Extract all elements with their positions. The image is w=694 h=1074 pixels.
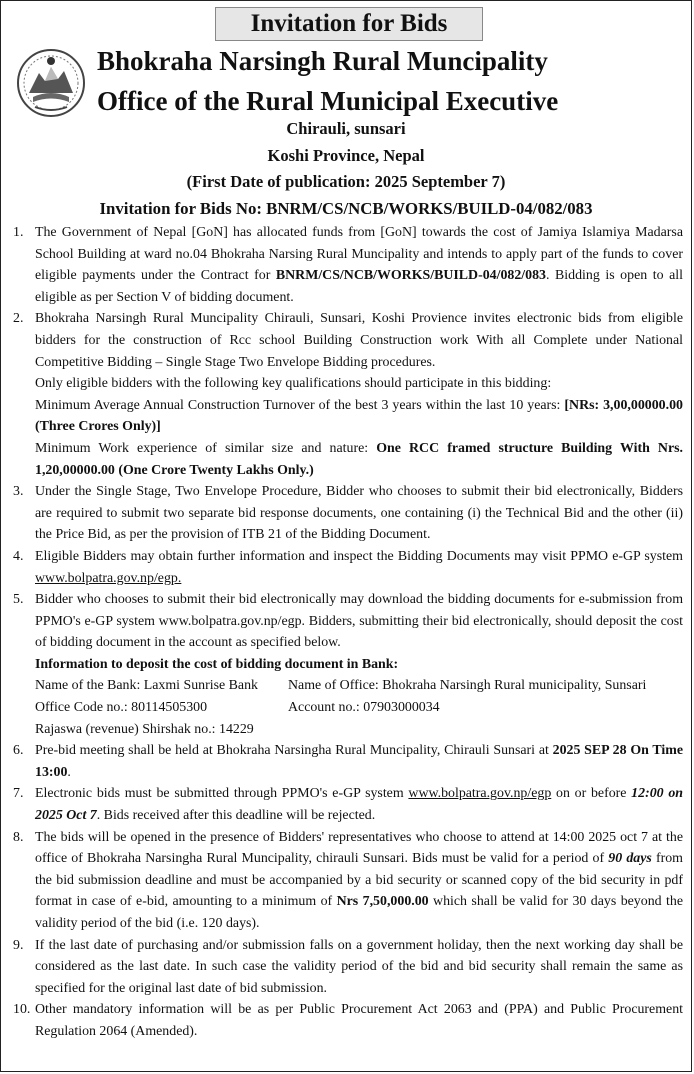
item-number: 6.: [13, 743, 24, 759]
office-name-field: Name of Office: Bhokraha Narsingh Rural municipality, Sunsari: [288, 678, 647, 694]
item-text: Electronic bids must be submitted through PPMO's e-GP system: [35, 786, 409, 802]
qualification-experience: [35, 438, 683, 481]
list-item: [13, 783, 683, 826]
list-item: [13, 740, 683, 783]
qualification-turnover: [35, 395, 683, 438]
list-item: [13, 308, 683, 481]
list-item: [13, 222, 683, 308]
item-number: 10.: [13, 1002, 31, 1018]
item-text: Eligible Bidders may obtain further information and inspect the Bidding Documents may visit PPMO e-GP system: [35, 548, 683, 564]
item-text: Minimum Average Annual Construction Turnover of the best 3 years within the last 10 years:: [35, 397, 565, 413]
address-line-1: Chirauli, sunsari: [286, 119, 406, 138]
item-number: 3.: [13, 484, 24, 500]
address-line-2: Koshi Province, Nepal: [267, 146, 425, 165]
bank-info: [35, 675, 683, 740]
item-number: 9.: [13, 937, 24, 953]
office-name: Office of the Rural Municipal Executive: [97, 86, 559, 116]
account-number: Account no.: 07903000034: [288, 700, 440, 716]
egp-link[interactable]: www.bolpatra.gov.np/egp.: [35, 570, 182, 586]
item-text: Minimum Work experience of similar size and nature:: [35, 440, 377, 456]
turnover-amount: [NRs: 3,00,00000.00 (Three Crores Only)]: [35, 397, 683, 435]
item-text: Under the Single Stage, Two Envelope Procedure, Bidder who chooses to submit their bid electronically, Bidders are required to submit two separate bid response documents, one containing (i) the Technical Bid and the other (ii) the Price Bid, as per the provision of ITB 21 of the Bidding Document.: [35, 484, 683, 543]
experience-amount: One RCC framed structure Building With Nrs. 1,20,00000.00 (One Crore Twenty Lakhs Only.): [35, 440, 683, 478]
bid-security-amount: Nrs 7,50,000.00: [336, 894, 429, 910]
item-text: Bidder who chooses to submit their bid electronically may download the bidding documents for e-submission from PPMO's e-GP system www.bolpatra.gov.np/egp. Bidders, submitting their bid electronically, should deposit the cost of bidding document in the account as specified below.: [35, 592, 683, 651]
item-text: If the last date of purchasing and/or submission falls on a government holiday, then the next working day shall be considered as the last date. In such case the validity period of the bid and bid security shall remain the same as specified for the original last date of bid submission.: [35, 937, 683, 996]
item-text: . Bidding is open to all eligible as per Section V of bidding document.: [35, 268, 683, 305]
bid-items: [13, 222, 683, 1043]
item-text: Other mandatory information will be as per Public Procurement Act 2063 and (PPA) and Public Procurement Regulation 2064 (Amended).: [35, 1002, 683, 1039]
office-code: Office Code no.: 80114505300: [35, 700, 208, 716]
item-text: Bhokraha Narsingh Rural Muncipality Chirauli, Sunsari, Koshi Provience invites electronic bids from eligible bidders for the construction of Rcc school Building Construction work With all Complete under National Competitive Bidding – Single Stage Two Envelope Bidding procedures.: [35, 311, 683, 370]
validity-days: 90 days: [608, 851, 652, 867]
item-number: 7.: [13, 786, 24, 802]
list-item: [13, 481, 683, 546]
bank-info-title: Information to deposit the cost of bidding document in Bank:: [35, 656, 399, 672]
item-number: 5.: [13, 592, 24, 608]
list-item: [13, 546, 683, 589]
item-text: from the bid submission deadline and must be accompanied by a bid security or scanned copy of the bid security in pdf format in case of e-bid, amounting to a minimum of: [35, 851, 683, 910]
item-text: Pre-bid meeting shall be held at Bhokraha Narsingha Rural Muncipality, Chirauli Sunsari at: [35, 743, 553, 759]
nepal-emblem-icon: [15, 47, 87, 119]
item-number: 1.: [13, 225, 24, 240]
item-number: 8.: [13, 829, 24, 845]
revenue-shirshak: Rajaswa (revenue) Shirshak no.: 14229: [35, 721, 254, 737]
contract-id: BNRM/CS/NCB/WORKS/BUILD-04/082/083: [275, 268, 546, 284]
item-text: . Bids received after this deadline will be rejected.: [96, 808, 376, 824]
item-text: which shall be valid for 30 days beyond the validity period of the bid (i.e. 120 days).: [35, 894, 683, 931]
item-number: 2.: [13, 311, 24, 327]
item-text: .: [67, 764, 71, 780]
notice-banner: Invitation for Bids: [215, 7, 483, 41]
item-text: The Government of Nepal [GoN] has allocated funds from [GoN] towards the cost of Jamiya Islamiya Madarsa School Building at ward no.04 Bhokraha Narsing Rural Muncipality and intends to apply part of the funds to cover eligible payments under the Contract for: [35, 225, 683, 284]
bank-name: Name of the Bank: Laxmi Sunrise Bank: [35, 678, 258, 694]
list-item: [13, 827, 683, 935]
prebid-datetime: 2025 SEP 28 On Time 13:00: [35, 743, 683, 780]
item-text: on or before: [551, 786, 632, 802]
ifb-number: Invitation for Bids No: BNRM/CS/NCB/WORKS/BUILD-04/082/083: [99, 199, 593, 218]
submission-deadline: 12:00 on 2025 Oct 7: [35, 786, 683, 824]
org-name: Bhokraha Narsingh Rural Muncipality: [97, 46, 548, 76]
list-item: [13, 999, 683, 1042]
list-item: [13, 589, 683, 740]
item-text: The bids will be opened in the presence of Bidders' representatives who choose to attend at 14:00 2025 oct 7 at the office of Bhokraha Narsingha Rural Muncipality, chirauli Sunsari. Bids must be valid for a period of: [35, 829, 683, 867]
list-item: [13, 935, 683, 1000]
item-text: Only eligible bidders with the following key qualifications should participate in this bidding:: [35, 376, 552, 392]
egp-link[interactable]: www.bolpatra.gov.np/egp: [408, 786, 552, 802]
item-number: 4.: [13, 548, 24, 564]
publication-date: (First Date of publication: 2025 September 7): [186, 172, 506, 191]
